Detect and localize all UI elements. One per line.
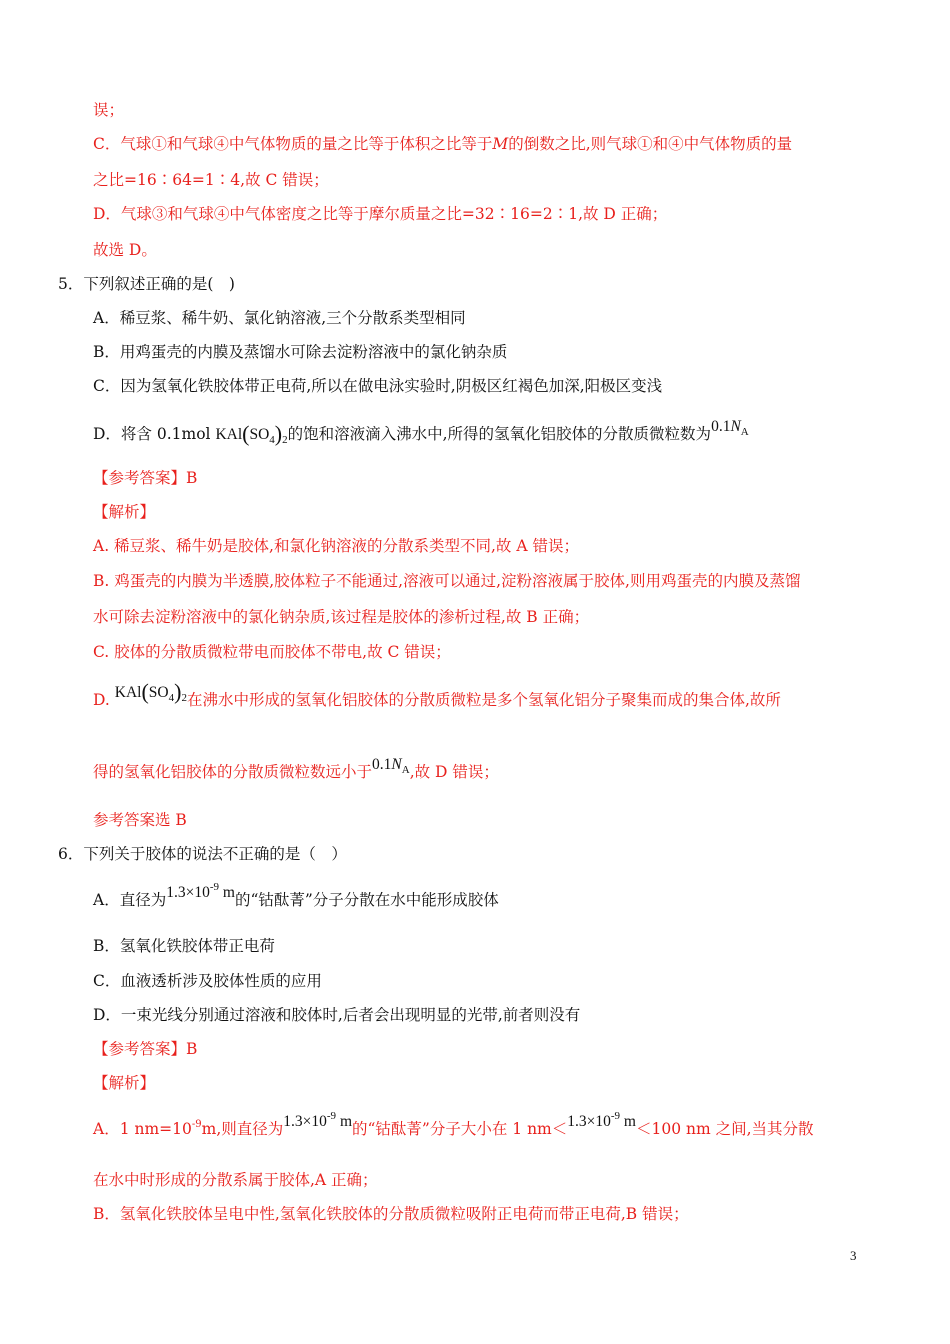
q5-explain-d-cont: 得的氢氧化铝胶体的分散质微粒数远小于$0.1N_A$,故 D 错误； — [93, 756, 499, 781]
q5-summary: 参考答案选 B — [93, 811, 187, 829]
line-cont-wrong: 误； — [93, 101, 125, 119]
q5-option-c: C．因为氢氧化铁胶体带正电荷,所以在做电泳实验时,阴极区红褐色加深,阳极区变浅 — [93, 377, 663, 395]
q5-explain-b: B. 鸡蛋壳的内膜为半透膜,胶体粒子不能通过,溶液可以通过,淀粉溶液属于胶体,则用鸡蛋壳的内膜及蒸馏 — [93, 572, 801, 590]
question-6: 6．下列关于胶体的说法不正确的是（ ） — [58, 845, 347, 863]
q6-option-c: C．血液透析涉及胶体性质的应用 — [93, 972, 322, 990]
q5-option-d: D．将含 0.1mol $KAl(SO_4)_2$的饱和溶液滴入沸水中,所得的氢氧化铝胶体的分散质微粒数为$0.1N_A$ — [93, 418, 749, 446]
formula-1-3e-9-m: $1.3\times 10^{-9}$ m — [567, 1110, 636, 1130]
line-option-c-cont: 之比=16∶64=1∶4,故 C 错误； — [93, 171, 329, 189]
page-number: 3 — [850, 1248, 857, 1263]
q5-explain-a: A. 稀豆浆、稀牛奶是胶体,和氯化钠溶液的分散系类型不同,故 A 错误； — [93, 537, 579, 555]
line-choose-d: 故选 D。 — [93, 241, 157, 259]
q6-option-b: B．氢氧化铁胶体带正电荷 — [93, 937, 275, 955]
formula-1-3e-9-m: $1.3\times 10^{-9}$ m — [283, 1110, 352, 1130]
line-option-c: C．气球①和气球④中气体物质的量之比等于体积之比等于M的倒数之比,则气球①和④中气体物质的量 — [93, 135, 793, 153]
formula-kal-so4: $KAl(SO_4)_2$ — [215, 421, 288, 446]
q5-explain-c: C. 胶体的分散质微粒带电而胶体不带电,故 C 错误； — [93, 643, 451, 661]
q5-analysis-label: 【解析】 — [93, 503, 156, 521]
q6-explain-a: A．1 $nm=10^{-9}m$,则直径为$1.3\times 10^{-9}$ m的“钴酞菁”分子大小在 1 $nm<1.3\times 10^{-9}$ m＜100 nm 之间,当其分散 — [93, 1110, 814, 1138]
q5-option-a: A．稀豆浆、稀牛奶、氯化钠溶液,三个分散系类型相同 — [93, 309, 466, 327]
line-option-d: D．气球③和气球④中气体密度之比等于摩尔质量之比=32∶16=2∶1,故 D 正确； — [93, 205, 668, 223]
q6-option-a: A．直径为$1.3\times 10^{-9}$ m的“钴酞菁”分子分散在水中能形成胶体 — [93, 881, 499, 909]
q5-answer: 【参考答案】B — [93, 469, 198, 487]
q5-explain-d: D. $KAl(SO_4)_2$在沸水中形成的氢氧化铝胶体的分散质微粒是多个氢氧化铝分子聚集而成的集合体,故所 — [93, 679, 781, 709]
formula-0-1-na: $0.1N_A$ — [711, 418, 749, 438]
q5-explain-b-cont: 水可除去淀粉溶液中的氯化钠杂质,该过程是胶体的渗析过程,故 B 正确； — [93, 608, 590, 626]
formula-1-3e-9-m: $1.3\times 10^{-9}$ m — [166, 881, 235, 901]
formula-0-1-na: $0.1N_A$ — [372, 756, 410, 776]
q6-explain-b: B．氢氧化铁胶体呈电中性,氢氧化铁胶体的分散质微粒吸附正电荷而带正电荷,B 错误； — [93, 1205, 689, 1223]
question-5: 5．下列叙述正确的是( ) — [58, 275, 235, 293]
q6-option-d: D．一束光线分别通过溶液和胶体时,后者会出现明显的光带,前者则没有 — [93, 1006, 581, 1024]
q6-explain-a-cont: 在水中时形成的分散系属于胶体,A 正确； — [93, 1171, 378, 1189]
q6-answer: 【参考答案】B — [93, 1040, 198, 1058]
q6-analysis-label: 【解析】 — [93, 1074, 156, 1092]
q5-option-b: B．用鸡蛋壳的内膜及蒸馏水可除去淀粉溶液中的氯化钠杂质 — [93, 343, 508, 361]
formula-kal-so4: $KAl(SO_4)_2$ — [114, 679, 187, 704]
